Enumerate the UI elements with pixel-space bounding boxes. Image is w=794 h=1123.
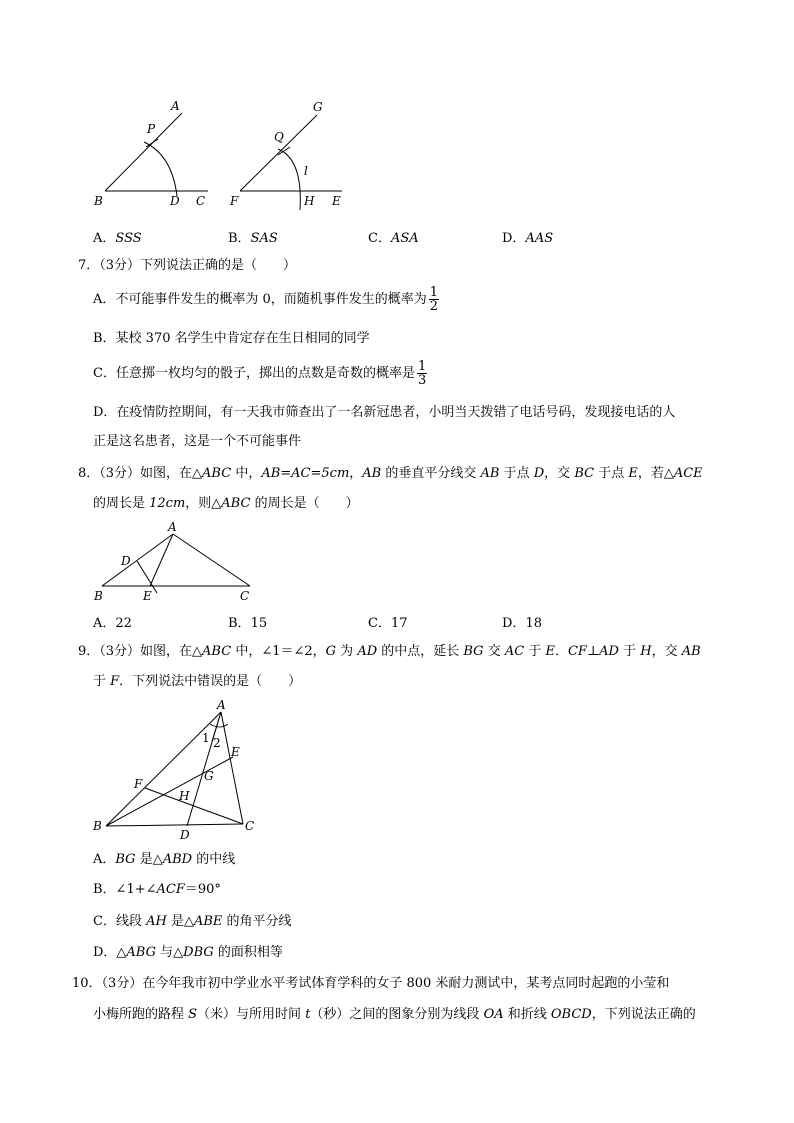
option-letter: A． [93, 231, 116, 246]
q9-triangle-figure [88, 696, 268, 844]
label-E: E [332, 194, 341, 208]
side-ac [173, 534, 250, 586]
option-text: SSS [115, 231, 142, 246]
label-D: D [180, 828, 190, 842]
label-G: G [313, 100, 323, 114]
segment-cf [145, 788, 243, 824]
label-l: l [304, 164, 308, 178]
label-E: E [143, 589, 152, 603]
q7-option-a [93, 284, 439, 316]
q6-construction-figure [90, 95, 360, 213]
q9-stem-line1: 9．（3分）如图，在△ABC 中，∠1＝∠2，G 为 AD 的中点，延长 BG 交 AC 于 E．CF⊥AD 于 H，交 AB [78, 644, 701, 659]
q9-stem-line2: 于 F．下列说法中错误的是（ ） [93, 674, 302, 689]
label-A: A [171, 99, 180, 113]
label-D: D [170, 194, 180, 208]
arc-qh [278, 149, 300, 210]
option-letter: B． [228, 231, 251, 246]
tick-p [146, 139, 158, 147]
label-Q: Q [274, 130, 284, 144]
q7-option-b: B．某校 370 名学生中肯定存在生日相同的同学 [93, 331, 370, 346]
ray-ba [105, 113, 182, 191]
label-G: G [204, 769, 214, 783]
label-angle-2: 2 [213, 736, 221, 750]
label-H: H [304, 194, 315, 208]
option-text: SAS [250, 231, 278, 246]
q9-option-a: A．BG 是△ABD 的中线 [93, 852, 236, 867]
label-A: A [168, 520, 177, 534]
q6-option-b [228, 227, 278, 246]
label-C: C [240, 589, 250, 603]
q6-option-d [502, 227, 553, 246]
q9-option-b: B．∠1+∠ACF＝90° [93, 882, 221, 897]
label-B: B [94, 589, 103, 603]
option-letter: C． [368, 231, 391, 246]
q10-stem-line2: 小梅所跑的路程 S（米）与所用时间 t（秒）之间的图象分别为线段 OA 和折线 OBCD，下列说法正确的 [93, 1007, 696, 1022]
option-text: AAS [525, 231, 554, 246]
option-text: C．任意掷一枚均匀的骰子，掷出的点数是奇数的概率是 [93, 366, 415, 381]
fraction-one-third: $\frac{1}{3}$ [417, 359, 427, 388]
side-ac [221, 712, 243, 824]
q6-option-c [368, 227, 419, 246]
label-P: P [147, 122, 156, 136]
q8-option-a: A．22 [93, 616, 132, 631]
q10-stem-line1: 10．（3分）在今年我市初中学业水平考试体育学科的女子 800 米耐力测试中，某考点同时起跑的小莹和 [72, 976, 670, 991]
label-angle-1: 1 [202, 731, 210, 745]
q8-option-b: B．15 [228, 616, 268, 631]
angle-arc [210, 724, 228, 727]
label-E: E [231, 745, 240, 759]
ray-fg [240, 115, 317, 191]
option-letter: D． [502, 231, 526, 246]
q6-option-a [93, 227, 142, 246]
label-F: F [230, 194, 239, 208]
option-text: A．不可能事件发生的概率为 0，而随机事件发生的概率为 [93, 292, 427, 307]
q8-triangle-figure [90, 520, 265, 605]
fraction-one-half: $\frac{1}{2}$ [429, 285, 439, 314]
q7-option-d-line2: 正是这名患者，这是一个不可能事件 [93, 434, 302, 449]
option-text: ASA [390, 231, 419, 246]
q7-stem: 7．（3分）下列说法正确的是（ ） [78, 258, 297, 273]
segment-ae [150, 534, 173, 586]
label-D: D [121, 554, 131, 568]
label-C: C [196, 194, 206, 208]
q8-option-d: D．18 [502, 616, 542, 631]
label-B: B [94, 194, 103, 208]
label-C: C [245, 819, 255, 833]
segment-be [106, 757, 233, 826]
arc-pd [144, 142, 177, 196]
q8-option-c: C．17 [368, 616, 408, 631]
q7-option-c [93, 358, 427, 390]
q8-stem-line1: 8．（3分）如图，在△ABC 中，AB=AC=5cm，AB 的垂直平分线交 AB 于点 D，交 BC 于点 E，若△ACE [78, 466, 703, 481]
q9-option-d: D．△ABG 与△DBG 的面积相等 [93, 945, 283, 960]
label-B: B [93, 819, 102, 833]
label-H: H [179, 789, 190, 803]
q9-option-c: C．线段 AH 是△ABE 的角平分线 [93, 914, 292, 929]
label-F: F [134, 777, 143, 791]
q8-stem-line2: 的周长是 12cm，则△ABC 的周长是（ ） [93, 496, 359, 511]
side-bc [106, 824, 243, 826]
q7-option-d-line1: D．在疫情防控期间，有一天我市筛查出了一名新冠患者，小明当天拨错了电话号码，发现接电话的人 [93, 405, 676, 420]
side-ab [102, 534, 173, 586]
label-A: A [217, 698, 226, 712]
